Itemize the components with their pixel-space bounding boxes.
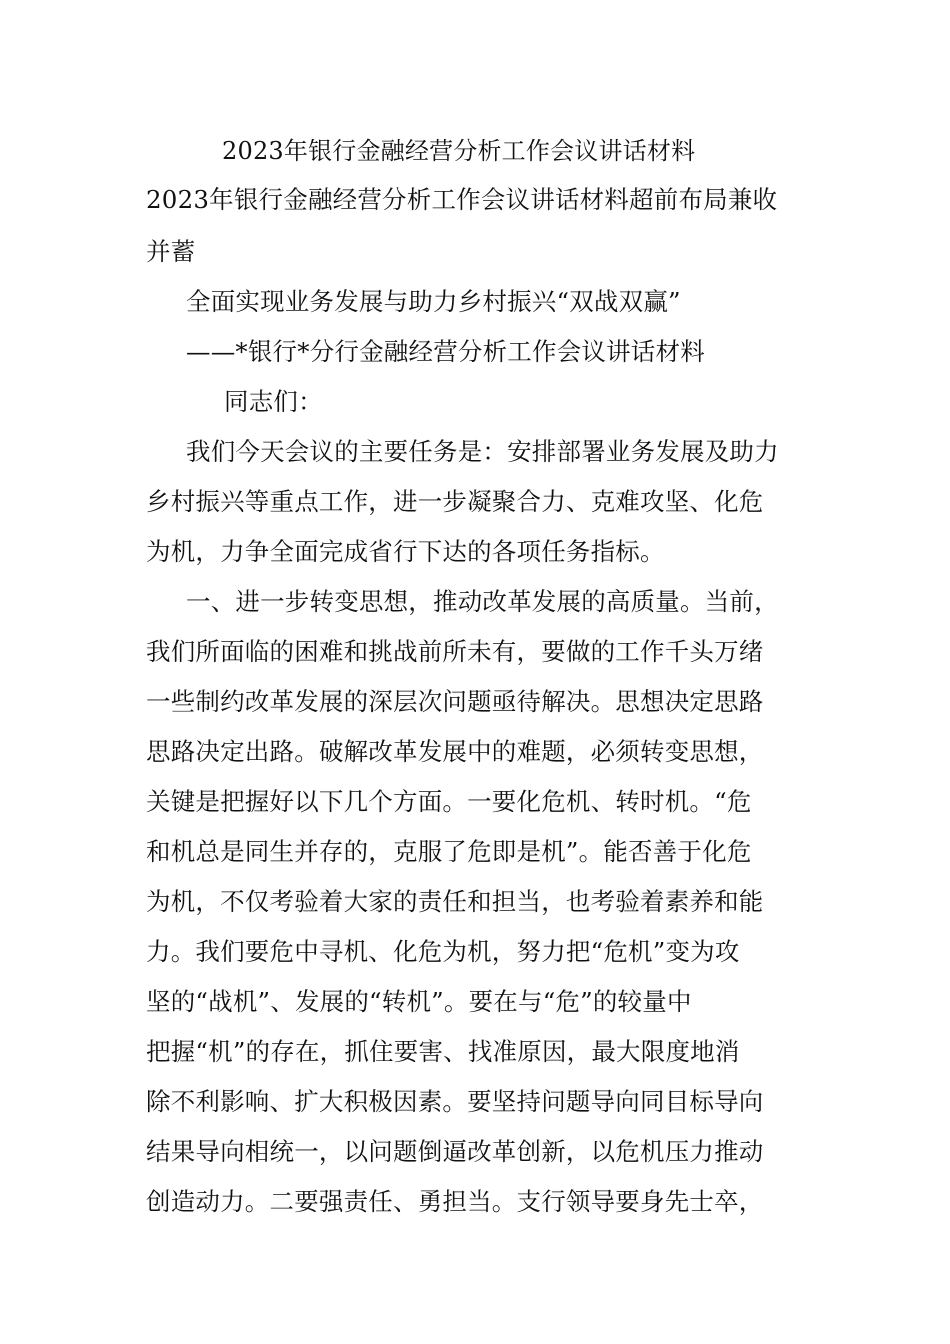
body-line: 结果导向相统一，以问题倒逼改革创新，以危机压力推动 [146, 1137, 764, 1166]
body-line: 和机总是同生并存的，克服了危即是机”。能否善于化危 [146, 837, 752, 866]
body-line: 力。我们要危中寻机、化危为机，努力把“危机”变为攻 [146, 937, 740, 966]
heading-line-1: 2023年银行金融经营分析工作会议讲话材料超前布局兼收 [146, 185, 778, 214]
body-line: 一些制约改革发展的深层次问题亟待解决。思想决定思路 [146, 687, 764, 716]
body-line: 一、进一步转变思想，推动改革发展的高质量。当前， [186, 587, 779, 616]
body-line: 为机，力争全面完成省行下达的各项任务指标。 [146, 537, 665, 566]
body-line: 思路决定出路。破解改革发展中的难题，必须转变思想， [146, 737, 764, 766]
body-line: 我们今天会议的主要任务是：安排部署业务发展及助力 [186, 437, 779, 466]
body-line: 为机，不仅考验着大家的责任和担当，也考验着素养和能 [146, 887, 764, 916]
body-line: 关键是把握好以下几个方面。一要化危机、转时机。“危 [146, 787, 752, 816]
body-line: 坚的“战机”、发展的“转机”。要在与“危”的较量中 [146, 987, 692, 1016]
heading-line-2: 并蓄 [146, 237, 196, 266]
byline: ——*银行*分行金融经营分析工作会议讲话材料 [186, 337, 705, 366]
salutation: 同志们： [224, 387, 323, 416]
body-line: 把握“机”的存在，抓住要害、找准原因，最大限度地消 [146, 1037, 740, 1066]
subtitle: 全面实现业务发展与助力乡村振兴“双战双赢” [186, 287, 681, 316]
body-line: 我们所面临的困难和挑战前所未有，要做的工作千头万绪 [146, 637, 764, 666]
body-line: 乡村振兴等重点工作，进一步凝聚合力、克难攻坚、化危 [146, 487, 764, 516]
body-line: 创造动力。二要强责任、勇担当。支行领导要身先士卒， [146, 1187, 764, 1216]
body-line: 除不利影响、扩大积极因素。要坚持问题导向同目标导向 [146, 1087, 764, 1116]
document-title: 2023年银行金融经营分析工作会议讲话材料 [222, 137, 696, 165]
